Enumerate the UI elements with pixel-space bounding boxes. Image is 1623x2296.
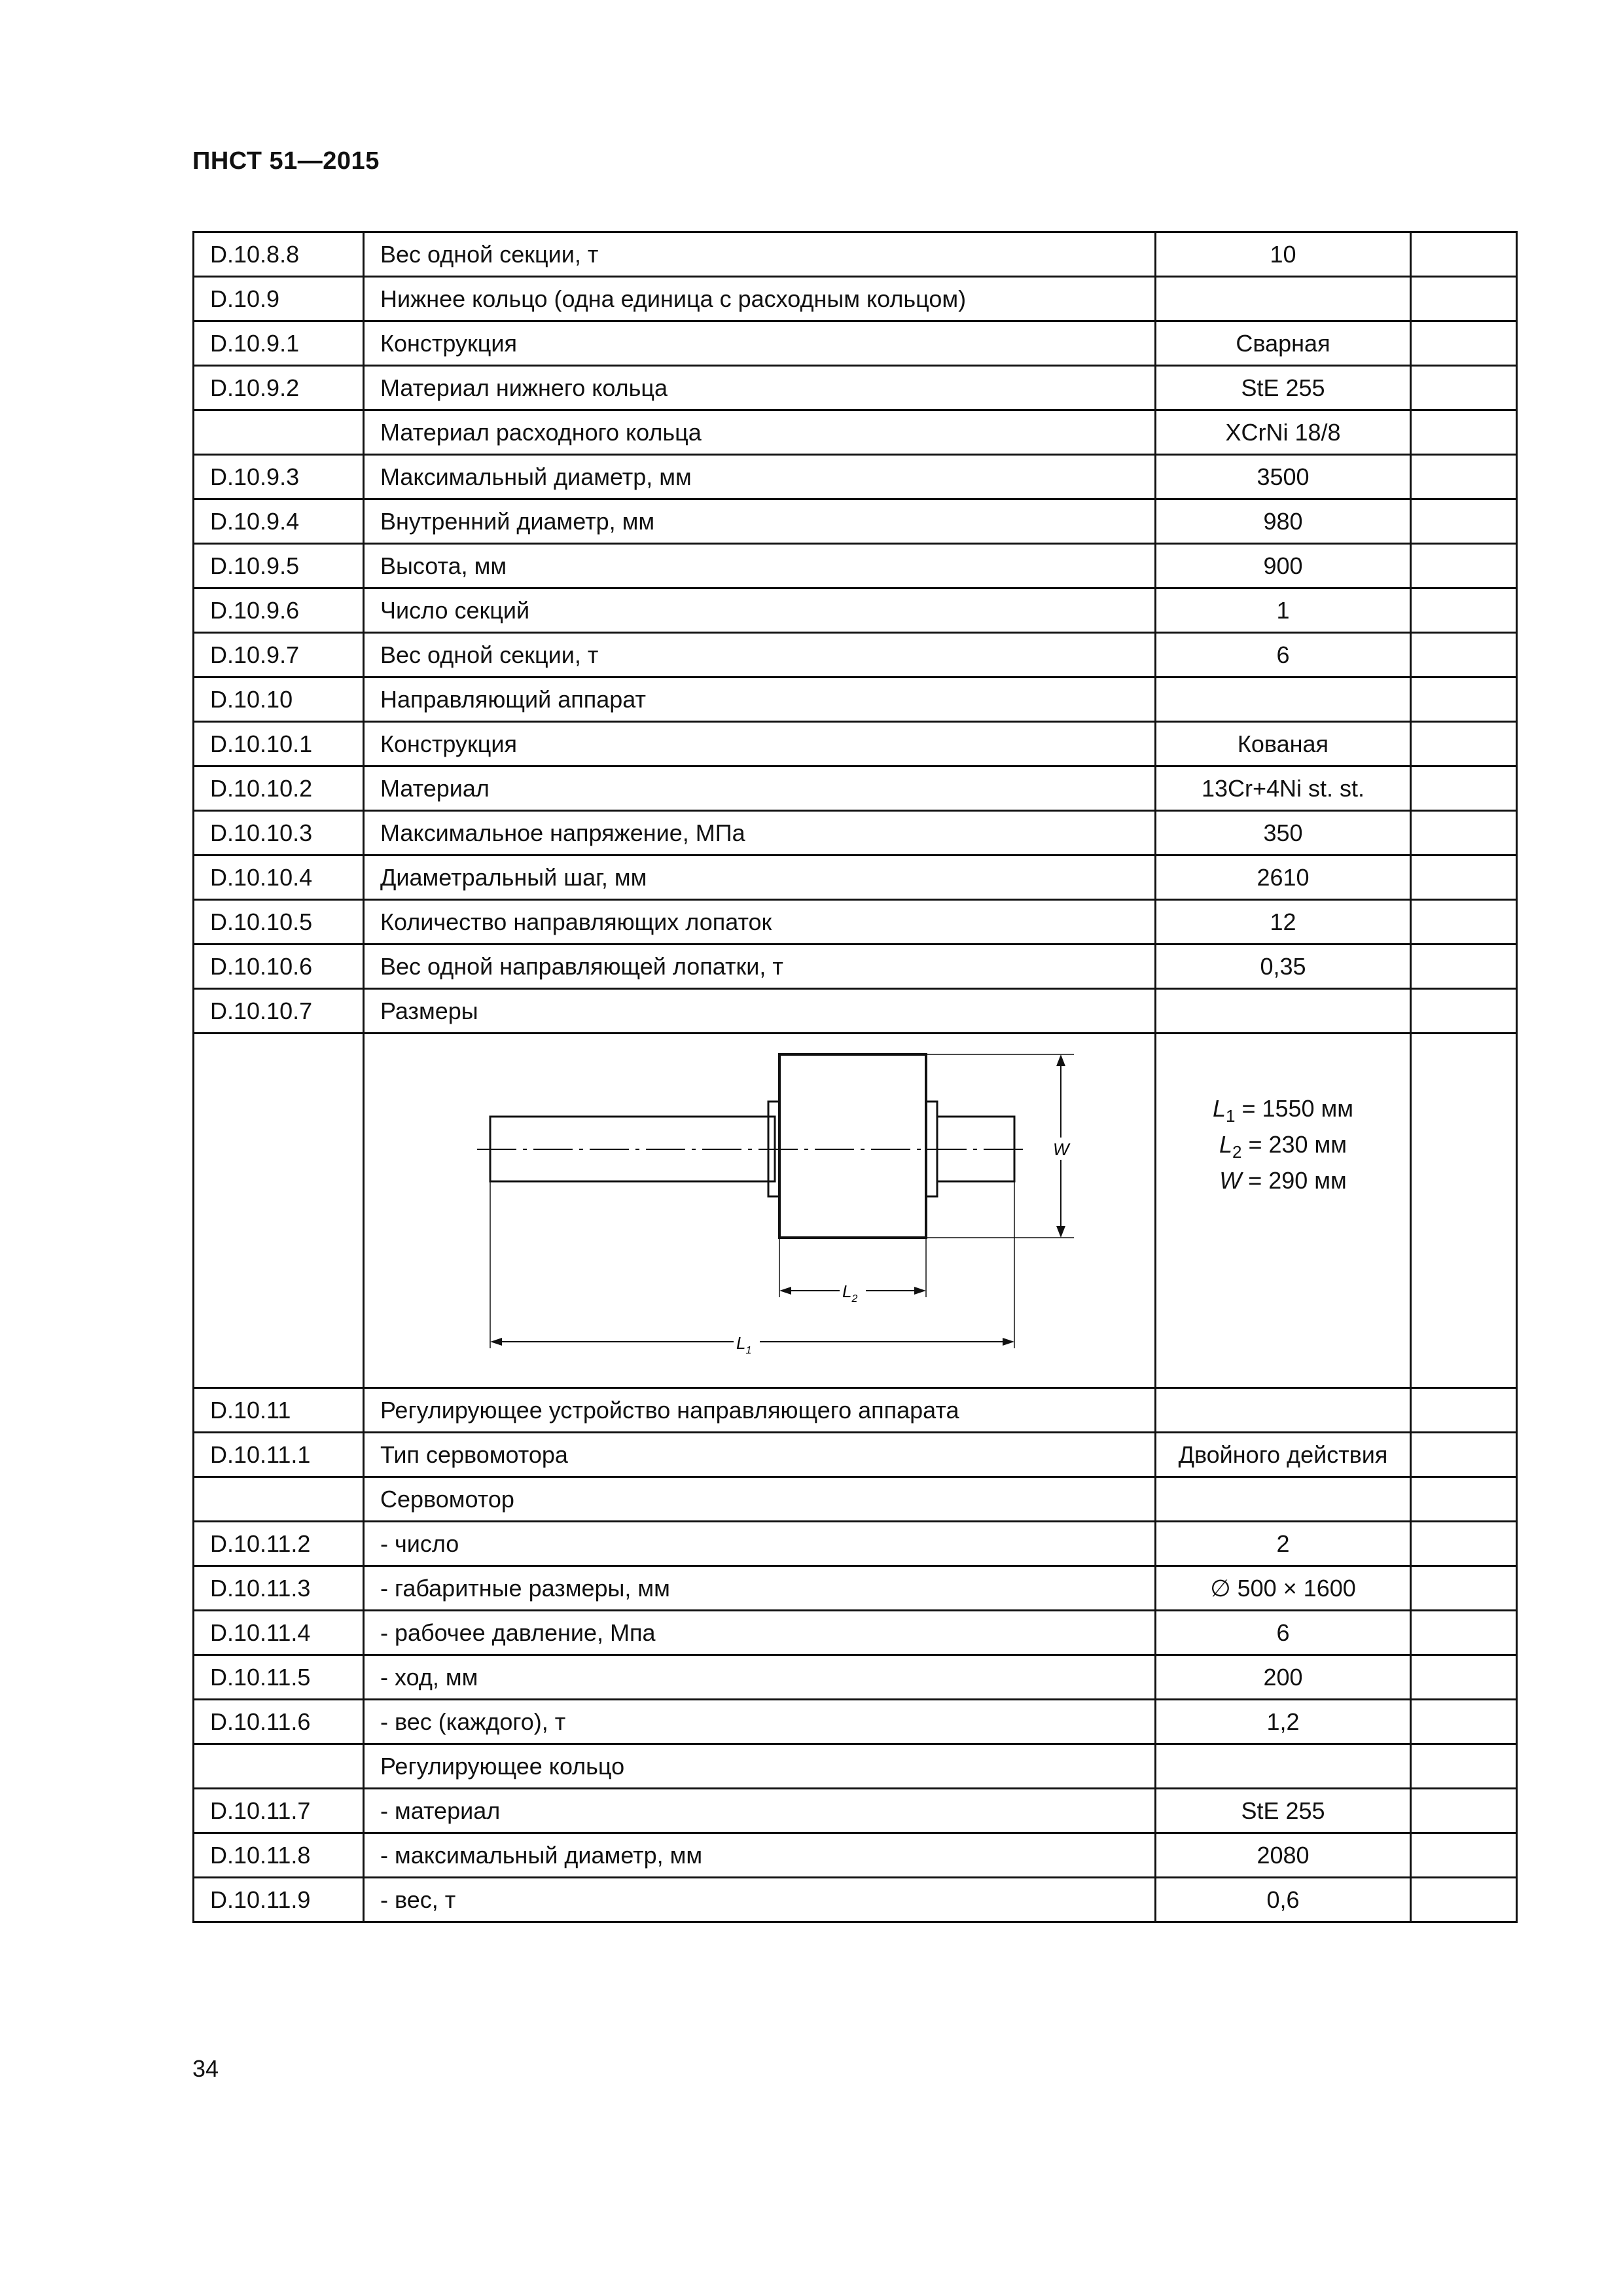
row-name-cell: - вес, т — [364, 1878, 1156, 1922]
row-code-cell: D.10.11.3 — [194, 1566, 364, 1611]
row-code-cell — [194, 1477, 364, 1522]
row-note-cell — [1411, 499, 1517, 544]
table-row — [194, 855, 1517, 900]
row-code-cell — [194, 410, 364, 455]
table-row — [194, 1744, 1517, 1789]
dimension-value: = 230 мм — [1241, 1131, 1347, 1158]
row-note-cell — [1411, 1700, 1517, 1744]
dimension-symbol: W — [1219, 1167, 1242, 1194]
row-name-cell: Максимальный диаметр, мм — [364, 455, 1156, 499]
dimension-line — [1156, 1130, 1410, 1166]
row-note-cell — [1411, 588, 1517, 633]
row-note-cell — [1411, 855, 1517, 900]
row-note-cell — [1411, 277, 1517, 321]
row-name-cell: Размеры — [364, 989, 1156, 1033]
row-name-cell: Материал расходного кольца — [364, 410, 1156, 455]
row-value-cell: 200 — [1156, 1655, 1411, 1700]
row-value-cell: 13Cr+4Ni st. st. — [1156, 766, 1411, 811]
row-name-cell: Материал — [364, 766, 1156, 811]
table-row — [194, 633, 1517, 677]
row-value-cell: 6 — [1156, 633, 1411, 677]
table-row — [194, 1611, 1517, 1655]
row-name-cell: Тип сервомотора — [364, 1433, 1156, 1477]
dimension-symbol: L — [1212, 1095, 1226, 1122]
table-row — [194, 499, 1517, 544]
row-note-cell — [1411, 1744, 1517, 1789]
row-note-cell — [1411, 1433, 1517, 1477]
row-value-cell: 980 — [1156, 499, 1411, 544]
row-name-cell: - габаритные размеры, мм — [364, 1566, 1156, 1611]
table-row — [194, 1789, 1517, 1833]
row-code-cell: D.10.9.1 — [194, 321, 364, 366]
row-code-cell: D.10.10.3 — [194, 811, 364, 855]
row-code-cell: D.10.11.7 — [194, 1789, 364, 1833]
figure-dimensions-cell — [1156, 1033, 1411, 1388]
row-name-cell: Сервомотор — [364, 1477, 1156, 1522]
row-value-cell: 2080 — [1156, 1833, 1411, 1878]
table-row — [194, 1433, 1517, 1477]
row-value-cell: 12 — [1156, 900, 1411, 944]
row-value-cell: 1 — [1156, 588, 1411, 633]
figure-cell — [364, 1033, 1156, 1388]
row-name-cell: Вес одной направляющей лопатки, т — [364, 944, 1156, 989]
row-value-cell: Сварная — [1156, 321, 1411, 366]
row-name-cell: Вес одной секции, т — [364, 633, 1156, 677]
row-code-cell — [194, 1744, 364, 1789]
row-name-cell: Нижнее кольцо (одна единица с расходным кольцом) — [364, 277, 1156, 321]
table-row — [194, 588, 1517, 633]
dimension-subscript: 1 — [1225, 1106, 1236, 1126]
row-value-cell: 1,2 — [1156, 1700, 1411, 1744]
row-code-cell: D.10.11.5 — [194, 1655, 364, 1700]
row-note-cell — [1411, 1611, 1517, 1655]
page-number: 34 — [192, 2055, 219, 2082]
row-name-cell: Количество направляющих лопаток — [364, 900, 1156, 944]
row-name-cell: - число — [364, 1522, 1156, 1566]
row-note-cell — [1411, 1388, 1517, 1433]
row-code-cell: D.10.10.7 — [194, 989, 364, 1033]
row-code-cell: D.10.11.4 — [194, 1611, 364, 1655]
row-note-cell — [1411, 366, 1517, 410]
row-value-cell: ∅ 500 × 1600 — [1156, 1566, 1411, 1611]
row-name-cell: Материал нижнего кольца — [364, 366, 1156, 410]
row-value-cell: XCrNi 18/8 — [1156, 410, 1411, 455]
row-code-cell: D.10.10.1 — [194, 722, 364, 766]
row-code-cell: D.10.11.8 — [194, 1833, 364, 1878]
row-name-cell: - рабочее давление, Мпа — [364, 1611, 1156, 1655]
specification-table — [192, 231, 1518, 1923]
row-name-cell: Число секций — [364, 588, 1156, 633]
table-row — [194, 1477, 1517, 1522]
table-row — [194, 410, 1517, 455]
row-value-cell — [1156, 677, 1411, 722]
row-note-cell — [1411, 766, 1517, 811]
row-value-cell: 6 — [1156, 1611, 1411, 1655]
row-value-cell: Кованая — [1156, 722, 1411, 766]
row-note-cell — [1411, 944, 1517, 989]
row-value-cell: StE 255 — [1156, 366, 1411, 410]
figure-code-cell — [194, 1033, 364, 1388]
row-note-cell — [1411, 1522, 1517, 1566]
document-header: ПНСТ 51—2015 — [192, 147, 380, 175]
row-value-cell: 0,6 — [1156, 1878, 1411, 1922]
row-note-cell — [1411, 900, 1517, 944]
dimension-value: = 1550 мм — [1235, 1095, 1354, 1122]
row-name-cell: Диаметральный шаг, мм — [364, 855, 1156, 900]
row-note-cell — [1411, 1655, 1517, 1700]
row-value-cell: 3500 — [1156, 455, 1411, 499]
dimension-value: = 290 мм — [1241, 1167, 1347, 1194]
row-note-cell — [1411, 989, 1517, 1033]
row-value-cell — [1156, 1477, 1411, 1522]
row-code-cell: D.10.11.1 — [194, 1433, 364, 1477]
table-row — [194, 544, 1517, 588]
row-code-cell: D.10.10.4 — [194, 855, 364, 900]
row-note-cell — [1411, 410, 1517, 455]
table-row — [194, 1833, 1517, 1878]
table-row — [194, 989, 1517, 1033]
row-code-cell: D.10.9.3 — [194, 455, 364, 499]
row-note-cell — [1411, 1789, 1517, 1833]
row-code-cell: D.10.9.2 — [194, 366, 364, 410]
row-code-cell: D.10.10.5 — [194, 900, 364, 944]
row-value-cell — [1156, 1388, 1411, 1433]
row-name-cell: - материал — [364, 1789, 1156, 1833]
table-row — [194, 1655, 1517, 1700]
row-note-cell — [1411, 1566, 1517, 1611]
row-note-cell — [1411, 1833, 1517, 1878]
table-row — [194, 321, 1517, 366]
row-name-cell: Направляющий аппарат — [364, 677, 1156, 722]
row-code-cell: D.10.11.6 — [194, 1700, 364, 1744]
row-note-cell — [1411, 677, 1517, 722]
row-note-cell — [1411, 455, 1517, 499]
row-value-cell: Двойного действия — [1156, 1433, 1411, 1477]
dimension-line — [1156, 1094, 1410, 1130]
row-note-cell — [1411, 722, 1517, 766]
row-note-cell — [1411, 321, 1517, 366]
label-w: W — [1053, 1139, 1069, 1159]
table-row — [194, 1522, 1517, 1566]
row-name-cell: Регулирующее кольцо — [364, 1744, 1156, 1789]
row-name-cell: Вес одной секции, т — [364, 232, 1156, 277]
table-row — [194, 900, 1517, 944]
row-note-cell — [1411, 633, 1517, 677]
row-code-cell: D.10.8.8 — [194, 232, 364, 277]
guide-vane-dimension-drawing — [380, 1034, 1154, 1381]
dimension-subscript: 2 — [1232, 1142, 1242, 1162]
label-l2: $L_2$ — [842, 1282, 858, 1304]
row-value-cell — [1156, 1744, 1411, 1789]
row-value-cell: 900 — [1156, 544, 1411, 588]
row-code-cell: D.10.11 — [194, 1388, 364, 1433]
table-body-bottom — [194, 1388, 1517, 1922]
figure-section — [194, 1033, 1517, 1388]
table-body-top — [194, 232, 1517, 1033]
row-name-cell: Высота, мм — [364, 544, 1156, 588]
row-value-cell: StE 255 — [1156, 1789, 1411, 1833]
vane-body — [779, 1054, 926, 1238]
row-code-cell: D.10.11.2 — [194, 1522, 364, 1566]
table-row — [194, 811, 1517, 855]
row-name-cell: Максимальное напряжение, МПа — [364, 811, 1156, 855]
table-row — [194, 1700, 1517, 1744]
table-row — [194, 366, 1517, 410]
row-code-cell: D.10.9.4 — [194, 499, 364, 544]
row-code-cell: D.10.11.9 — [194, 1878, 364, 1922]
row-name-cell: - ход, мм — [364, 1655, 1156, 1700]
table-row — [194, 766, 1517, 811]
table-row — [194, 1566, 1517, 1611]
figure-note-cell — [1411, 1033, 1517, 1388]
row-note-cell — [1411, 1878, 1517, 1922]
row-value-cell: 350 — [1156, 811, 1411, 855]
row-note-cell — [1411, 544, 1517, 588]
row-code-cell: D.10.9.5 — [194, 544, 364, 588]
table-row — [194, 677, 1517, 722]
row-code-cell: D.10.9.7 — [194, 633, 364, 677]
row-note-cell — [1411, 811, 1517, 855]
row-code-cell: D.10.10.2 — [194, 766, 364, 811]
table-row — [194, 944, 1517, 989]
row-note-cell — [1411, 1477, 1517, 1522]
row-name-cell: Регулирующее устройство направляющего аппарата — [364, 1388, 1156, 1433]
table-row — [194, 722, 1517, 766]
row-name-cell: Внутренний диаметр, мм — [364, 499, 1156, 544]
row-note-cell — [1411, 232, 1517, 277]
row-value-cell: 2 — [1156, 1522, 1411, 1566]
row-name-cell: - максимальный диаметр, мм — [364, 1833, 1156, 1878]
dimension-symbol: L — [1219, 1131, 1232, 1158]
row-code-cell: D.10.10 — [194, 677, 364, 722]
dimension-line — [1156, 1166, 1410, 1195]
row-name-cell: Конструкция — [364, 321, 1156, 366]
label-l1: $L_1$ — [736, 1333, 752, 1356]
row-value-cell — [1156, 989, 1411, 1033]
table-row — [194, 455, 1517, 499]
row-value-cell — [1156, 277, 1411, 321]
row-value-cell: 10 — [1156, 232, 1411, 277]
dimensions-list — [1156, 1094, 1410, 1195]
row-code-cell: D.10.10.6 — [194, 944, 364, 989]
table-row — [194, 232, 1517, 277]
row-name-cell: Конструкция — [364, 722, 1156, 766]
table-row — [194, 277, 1517, 321]
row-code-cell: D.10.9 — [194, 277, 364, 321]
figure-row — [194, 1033, 1517, 1388]
row-code-cell: D.10.9.6 — [194, 588, 364, 633]
row-value-cell: 2610 — [1156, 855, 1411, 900]
row-value-cell: 0,35 — [1156, 944, 1411, 989]
table-row — [194, 1878, 1517, 1922]
row-name-cell: - вес (каждого), т — [364, 1700, 1156, 1744]
table-row — [194, 1388, 1517, 1433]
